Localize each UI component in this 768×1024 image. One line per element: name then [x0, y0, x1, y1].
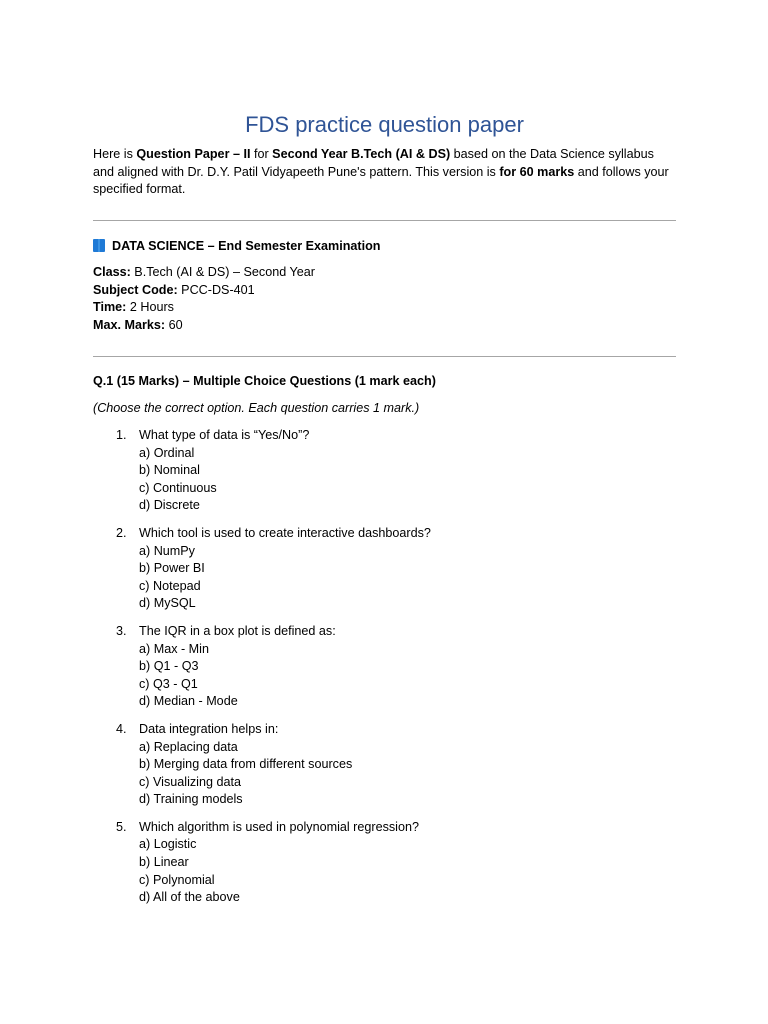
option-d: d) Discrete — [139, 498, 200, 513]
option-b: b) Nominal — [139, 463, 200, 478]
question-4 — [93, 721, 676, 809]
time-row — [93, 299, 315, 317]
time-label: Time: — [93, 300, 127, 314]
option-c: c) Continuous — [139, 480, 217, 495]
max-marks-value: 60 — [165, 317, 183, 332]
exam-heading — [93, 237, 381, 255]
intro-bold-1: Question Paper – II — [136, 147, 251, 161]
question-3 — [93, 623, 676, 711]
intro-text-2: for — [250, 147, 273, 161]
option-a: a) NumPy — [139, 543, 195, 558]
option-d: d) MySQL — [139, 596, 196, 611]
question-2 — [93, 525, 676, 613]
option-b: b) Linear — [139, 855, 189, 870]
subject-code-label: Subject Code: — [93, 282, 178, 297]
question-text: What type of data is “Yes/No”? — [139, 428, 310, 442]
option-d: d) Training models — [139, 792, 243, 807]
option-a: a) Logistic — [139, 837, 197, 852]
question-list — [93, 427, 676, 917]
option-b: b) Merging data from different sources — [139, 757, 353, 772]
option-a: a) Replacing data — [139, 739, 238, 754]
question-number: 2. — [116, 525, 127, 540]
horizontal-divider-1 — [93, 220, 676, 221]
intro-text-4: and follows your specified format. — [93, 164, 669, 196]
document-title: FDS practice question paper — [245, 112, 524, 137]
option-c: c) Visualizing data — [139, 774, 241, 789]
max-marks-row — [93, 317, 315, 335]
blue-book-icon — [93, 239, 105, 252]
subject-code-value: PCC-DS-401 — [177, 282, 255, 297]
exam-info — [93, 264, 315, 334]
option-a: a) Ordinal — [139, 445, 195, 460]
option-b: b) Power BI — [139, 561, 205, 576]
option-b: b) Q1 - Q3 — [139, 659, 199, 674]
class-label: Class: — [93, 265, 131, 279]
intro-text-3: based on the Data Science syllabus and aligned with Dr. D.Y. Patil Vidyapeeth Pune's pattern. This version is — [93, 147, 654, 179]
class-row — [93, 264, 315, 282]
question-1 — [93, 427, 676, 515]
exam-heading-text: DATA SCIENCE – End Semester Examination — [112, 239, 381, 253]
option-c: c) Notepad — [139, 578, 201, 593]
section-heading: Q.1 (15 Marks) – Multiple Choice Questions (1 mark each) — [93, 374, 436, 388]
subject-code-row — [93, 282, 315, 300]
intro-bold-3: for 60 marks — [499, 164, 575, 179]
question-text: Which tool is used to create interactive dashboards? — [139, 525, 431, 540]
intro-text-1: Here is — [93, 147, 137, 161]
option-d: d) Median - Mode — [139, 694, 238, 709]
option-d: d) All of the above — [139, 890, 240, 905]
intro-paragraph — [93, 146, 676, 199]
question-number: 4. — [116, 721, 127, 736]
max-marks-label: Max. Marks: — [93, 317, 166, 332]
horizontal-divider-2 — [93, 356, 676, 357]
question-text: The IQR in a box plot is defined as: — [139, 623, 336, 638]
question-number: 1. — [116, 428, 127, 442]
class-value: B.Tech (AI & DS) – Second Year — [130, 265, 315, 279]
question-5 — [93, 819, 676, 907]
question-text: Data integration helps in: — [139, 721, 279, 736]
question-text: Which algorithm is used in polynomial regression? — [139, 819, 419, 834]
option-c: c) Polynomial — [139, 872, 215, 887]
option-c: c) Q3 - Q1 — [139, 676, 198, 691]
section-instructions: (Choose the correct option. Each question carries 1 mark.) — [93, 401, 420, 415]
intro-bold-2: Second Year B.Tech (AI & DS) — [272, 147, 451, 161]
question-number: 5. — [116, 819, 127, 834]
question-number: 3. — [116, 623, 127, 638]
time-value: 2 Hours — [126, 300, 174, 314]
option-a: a) Max - Min — [139, 641, 209, 656]
